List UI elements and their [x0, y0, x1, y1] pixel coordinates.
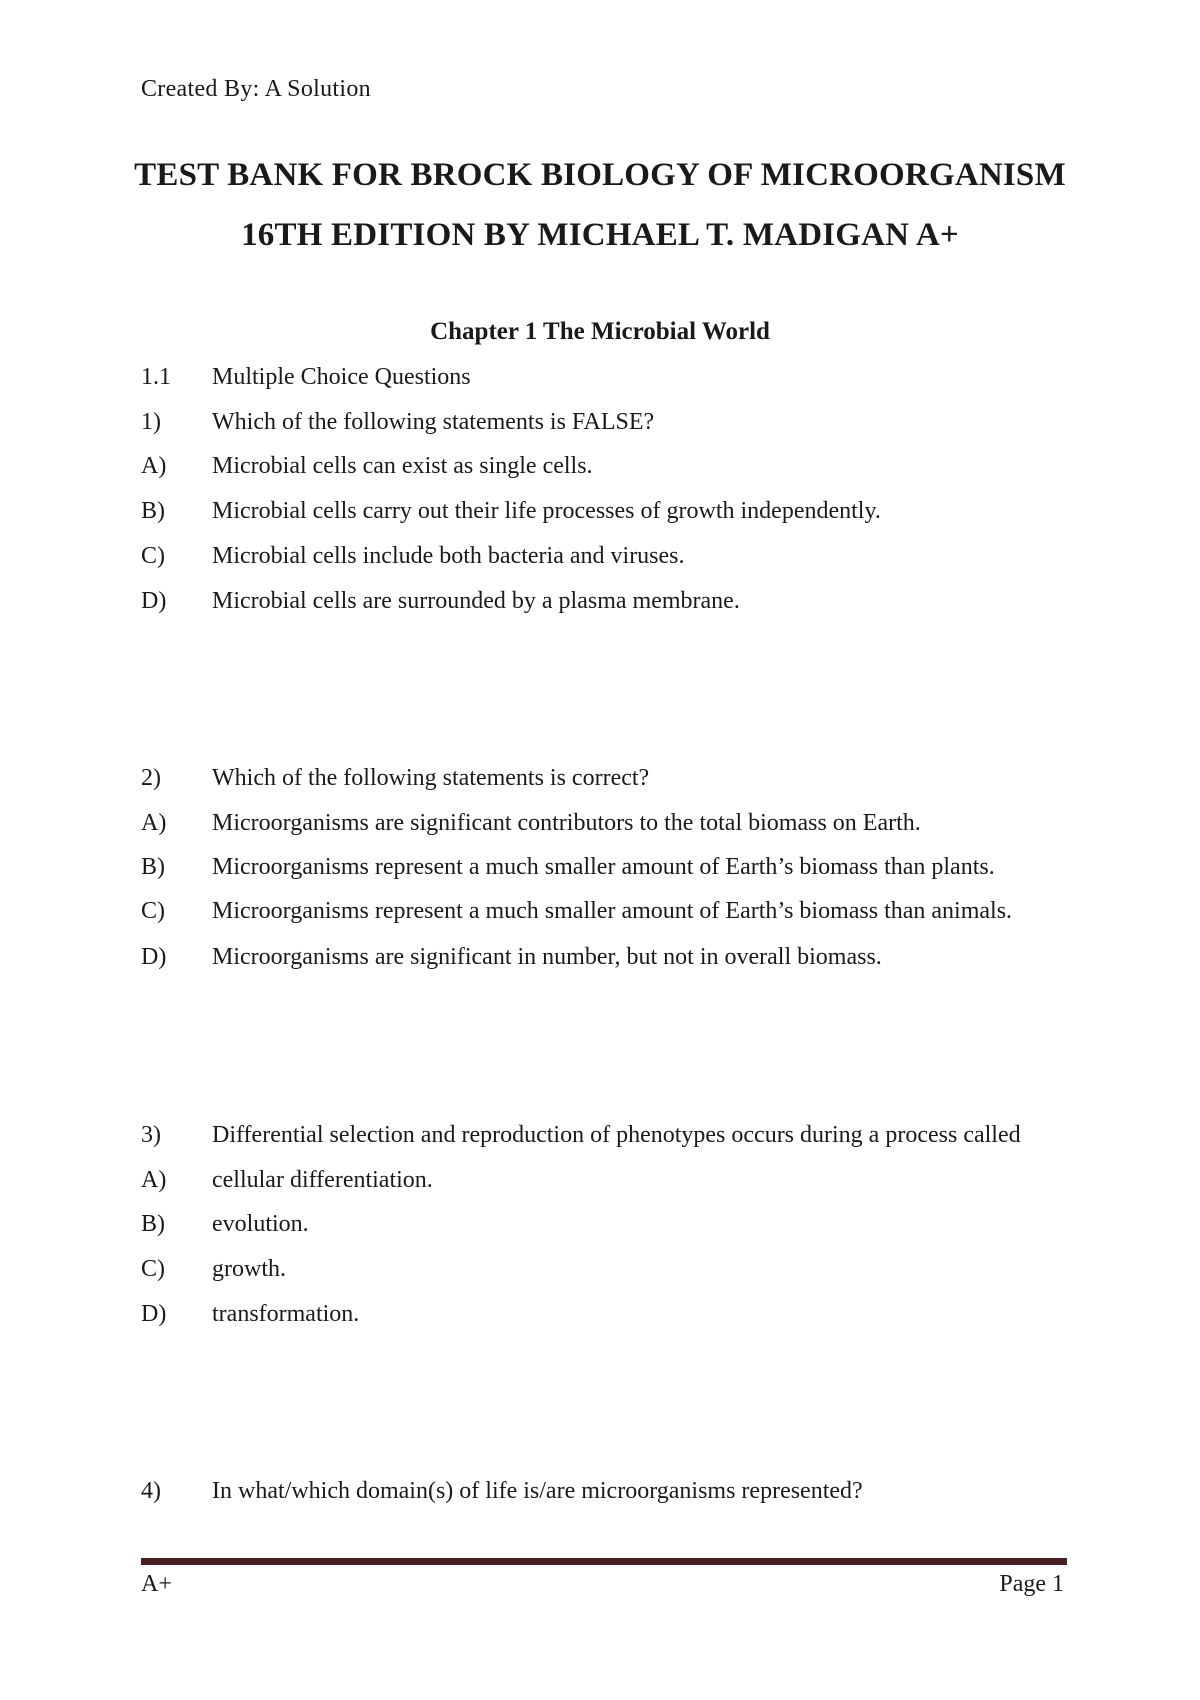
q3-option-d	[141, 1301, 359, 1328]
option-label: C)	[141, 898, 165, 924]
created-by-header: Created By: A Solution	[141, 76, 371, 102]
q2-option-c	[141, 898, 1012, 925]
option-text: evolution.	[212, 1211, 309, 1237]
option-text: Microorganisms are significant in number, but not in overall biomass.	[212, 944, 882, 970]
section-title: Multiple Choice Questions	[212, 364, 471, 390]
section-heading	[141, 364, 471, 391]
question-number: 3)	[141, 1122, 161, 1148]
q1-option-d	[141, 588, 740, 615]
question-4	[141, 1478, 863, 1505]
q2-option-a	[141, 810, 921, 837]
option-label: A)	[141, 810, 167, 836]
option-text: Microbial cells carry out their life processes of growth independently.	[212, 498, 881, 524]
option-text: cellular differentiation.	[212, 1167, 433, 1193]
footer-divider	[141, 1558, 1067, 1565]
option-label: B)	[141, 854, 165, 880]
title-line-1: TEST BANK FOR BROCK BIOLOGY OF MICROORGANISM	[134, 157, 1066, 193]
q1-option-b	[141, 498, 881, 525]
option-text: Microorganisms represent a much smaller amount of Earth’s biomass than plants.	[212, 854, 995, 880]
question-text: Which of the following statements is correct?	[212, 765, 650, 791]
option-text: Microbial cells are surrounded by a plasma membrane.	[212, 588, 740, 614]
option-text: transformation.	[212, 1301, 360, 1327]
option-label: C)	[141, 1256, 165, 1282]
option-label: C)	[141, 543, 165, 569]
option-label: A)	[141, 453, 167, 479]
option-label: D)	[141, 588, 167, 614]
q1-option-c	[141, 543, 685, 570]
q3-option-b	[141, 1211, 309, 1238]
question-text: Which of the following statements is FALSE?	[212, 409, 655, 435]
option-text: Microbial cells can exist as single cells.	[212, 453, 593, 479]
option-text: Microbial cells include both bacteria and viruses.	[212, 543, 685, 569]
footer-grade-label: A+	[141, 1571, 172, 1597]
title-line-2: 16TH EDITION BY MICHAEL T. MADIGAN A+	[241, 217, 959, 253]
option-label: A)	[141, 1167, 167, 1193]
option-text: growth.	[212, 1256, 286, 1282]
q3-option-a	[141, 1167, 433, 1194]
question-number: 1)	[141, 409, 161, 435]
option-label: B)	[141, 1211, 165, 1237]
q2-option-b	[141, 854, 995, 881]
option-label: D)	[141, 944, 167, 970]
document-title	[100, 145, 1100, 265]
option-label: D)	[141, 1301, 167, 1327]
page-number: Page 1	[999, 1571, 1064, 1597]
question-1	[141, 409, 654, 436]
option-label: B)	[141, 498, 165, 524]
question-number: 2)	[141, 765, 161, 791]
option-text: Microorganisms represent a much smaller amount of Earth’s biomass than animals.	[212, 898, 1013, 924]
q2-option-d	[141, 944, 882, 971]
question-text: In what/which domain(s) of life is/are microorganisms represented?	[212, 1478, 863, 1504]
question-text: Differential selection and reproduction of phenotypes occurs during a process called	[212, 1122, 1021, 1148]
section-number: 1.1	[141, 364, 171, 390]
chapter-heading: Chapter 1 The Microbial World	[430, 318, 770, 345]
option-text: Microorganisms are significant contributors to the total biomass on Earth.	[212, 810, 921, 836]
question-3	[141, 1122, 1021, 1149]
question-2	[141, 765, 649, 792]
q1-option-a	[141, 453, 593, 480]
q3-option-c	[141, 1256, 286, 1283]
question-number: 4)	[141, 1478, 161, 1504]
